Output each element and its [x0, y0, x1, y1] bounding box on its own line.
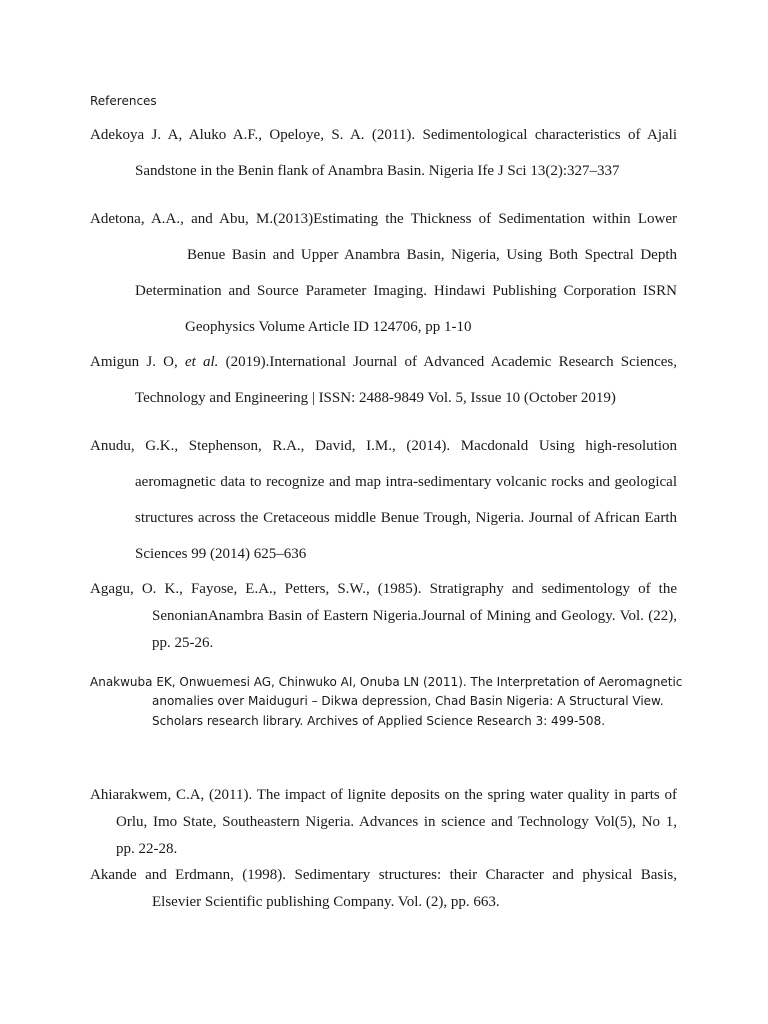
reference-line: Sandstone in the Benin flank of Anambra Basin. Nigeria Ife J Sci 13(2):327–337 — [135, 163, 620, 179]
reference-line: Adekoya J. A, Aluko A.F., Opeloye, S. A. (2011). Sedimentological characteristics of Ajali — [90, 127, 677, 143]
reference-line: structures across the Cretaceous middle Benue Trough, Nigeria. Journal of African Earth — [135, 510, 677, 526]
reference-line: Geophysics Volume Article ID 124706, pp 1-10 — [185, 319, 472, 335]
reference-line: pp. 22-28. — [116, 841, 178, 857]
reference-line: Elsevier Scientific publishing Company. Vol. (2), pp. 663. — [152, 894, 500, 910]
reference-line: Orlu, Imo State, Southeastern Nigeria. Advances in science and Technology Vol(5), No 1, — [116, 814, 677, 830]
reference-line: Technology and Engineering | ISSN: 2488-9849 Vol. 5, Issue 10 (October 2019) — [135, 390, 616, 406]
reference-line: anomalies over Maiduguri – Dikwa depression, Chad Basin Nigeria: A Structural View. — [152, 694, 664, 708]
reference-line: Agagu, O. K., Fayose, E.A., Petters, S.W., (1985). Stratigraphy and sedimentology of the — [90, 581, 677, 597]
reference-italic-text: et al. — [184, 354, 219, 370]
reference-line: Determination and Source Parameter Imaging. Hindawi Publishing Corporation ISRN — [135, 283, 677, 299]
reference-line: Scholars research library. Archives of Applied Science Research 3: 499-508. — [152, 714, 606, 728]
references-heading: References — [90, 94, 157, 108]
reference-line: Anudu, G.K., Stephenson, R.A., David, I.M., (2014). Macdonald Using high-resolution — [90, 438, 677, 454]
reference-line: Ahiarakwem, C.A, (2011). The impact of lignite deposits on the spring water quality in parts of — [90, 787, 677, 803]
reference-line: Akande and Erdmann, (1998). Sedimentary structures: their Character and physical Basis, — [90, 867, 677, 883]
reference-line: Anakwuba EK, Onwuemesi AG, Chinwuko AI, Onuba LN (2011). The Interpretation of Aeromagnetic — [90, 675, 683, 689]
reference-text: Amigun J. O, — [90, 354, 185, 370]
reference-line: aeromagnetic data to recognize and map intra-sedimentary volcanic rocks and geological — [135, 474, 677, 490]
reference-text: (2019).International Journal of Advanced Academic Research Sciences, — [218, 354, 677, 370]
reference-line: Benue Basin and Upper Anambra Basin, Nigeria, Using Both Spectral Depth — [187, 247, 677, 263]
reference-line: Adetona, A.A., and Abu, M.(2013)Estimating the Thickness of Sedimentation within Lower — [90, 211, 677, 227]
reference-line: Sciences 99 (2014) 625–636 — [135, 546, 307, 562]
reference-line: pp. 25-26. — [152, 635, 214, 651]
reference-line: SenonianAnambra Basin of Eastern Nigeria.Journal of Mining and Geology. Vol. (22), — [152, 608, 677, 624]
reference-line — [90, 353, 677, 371]
